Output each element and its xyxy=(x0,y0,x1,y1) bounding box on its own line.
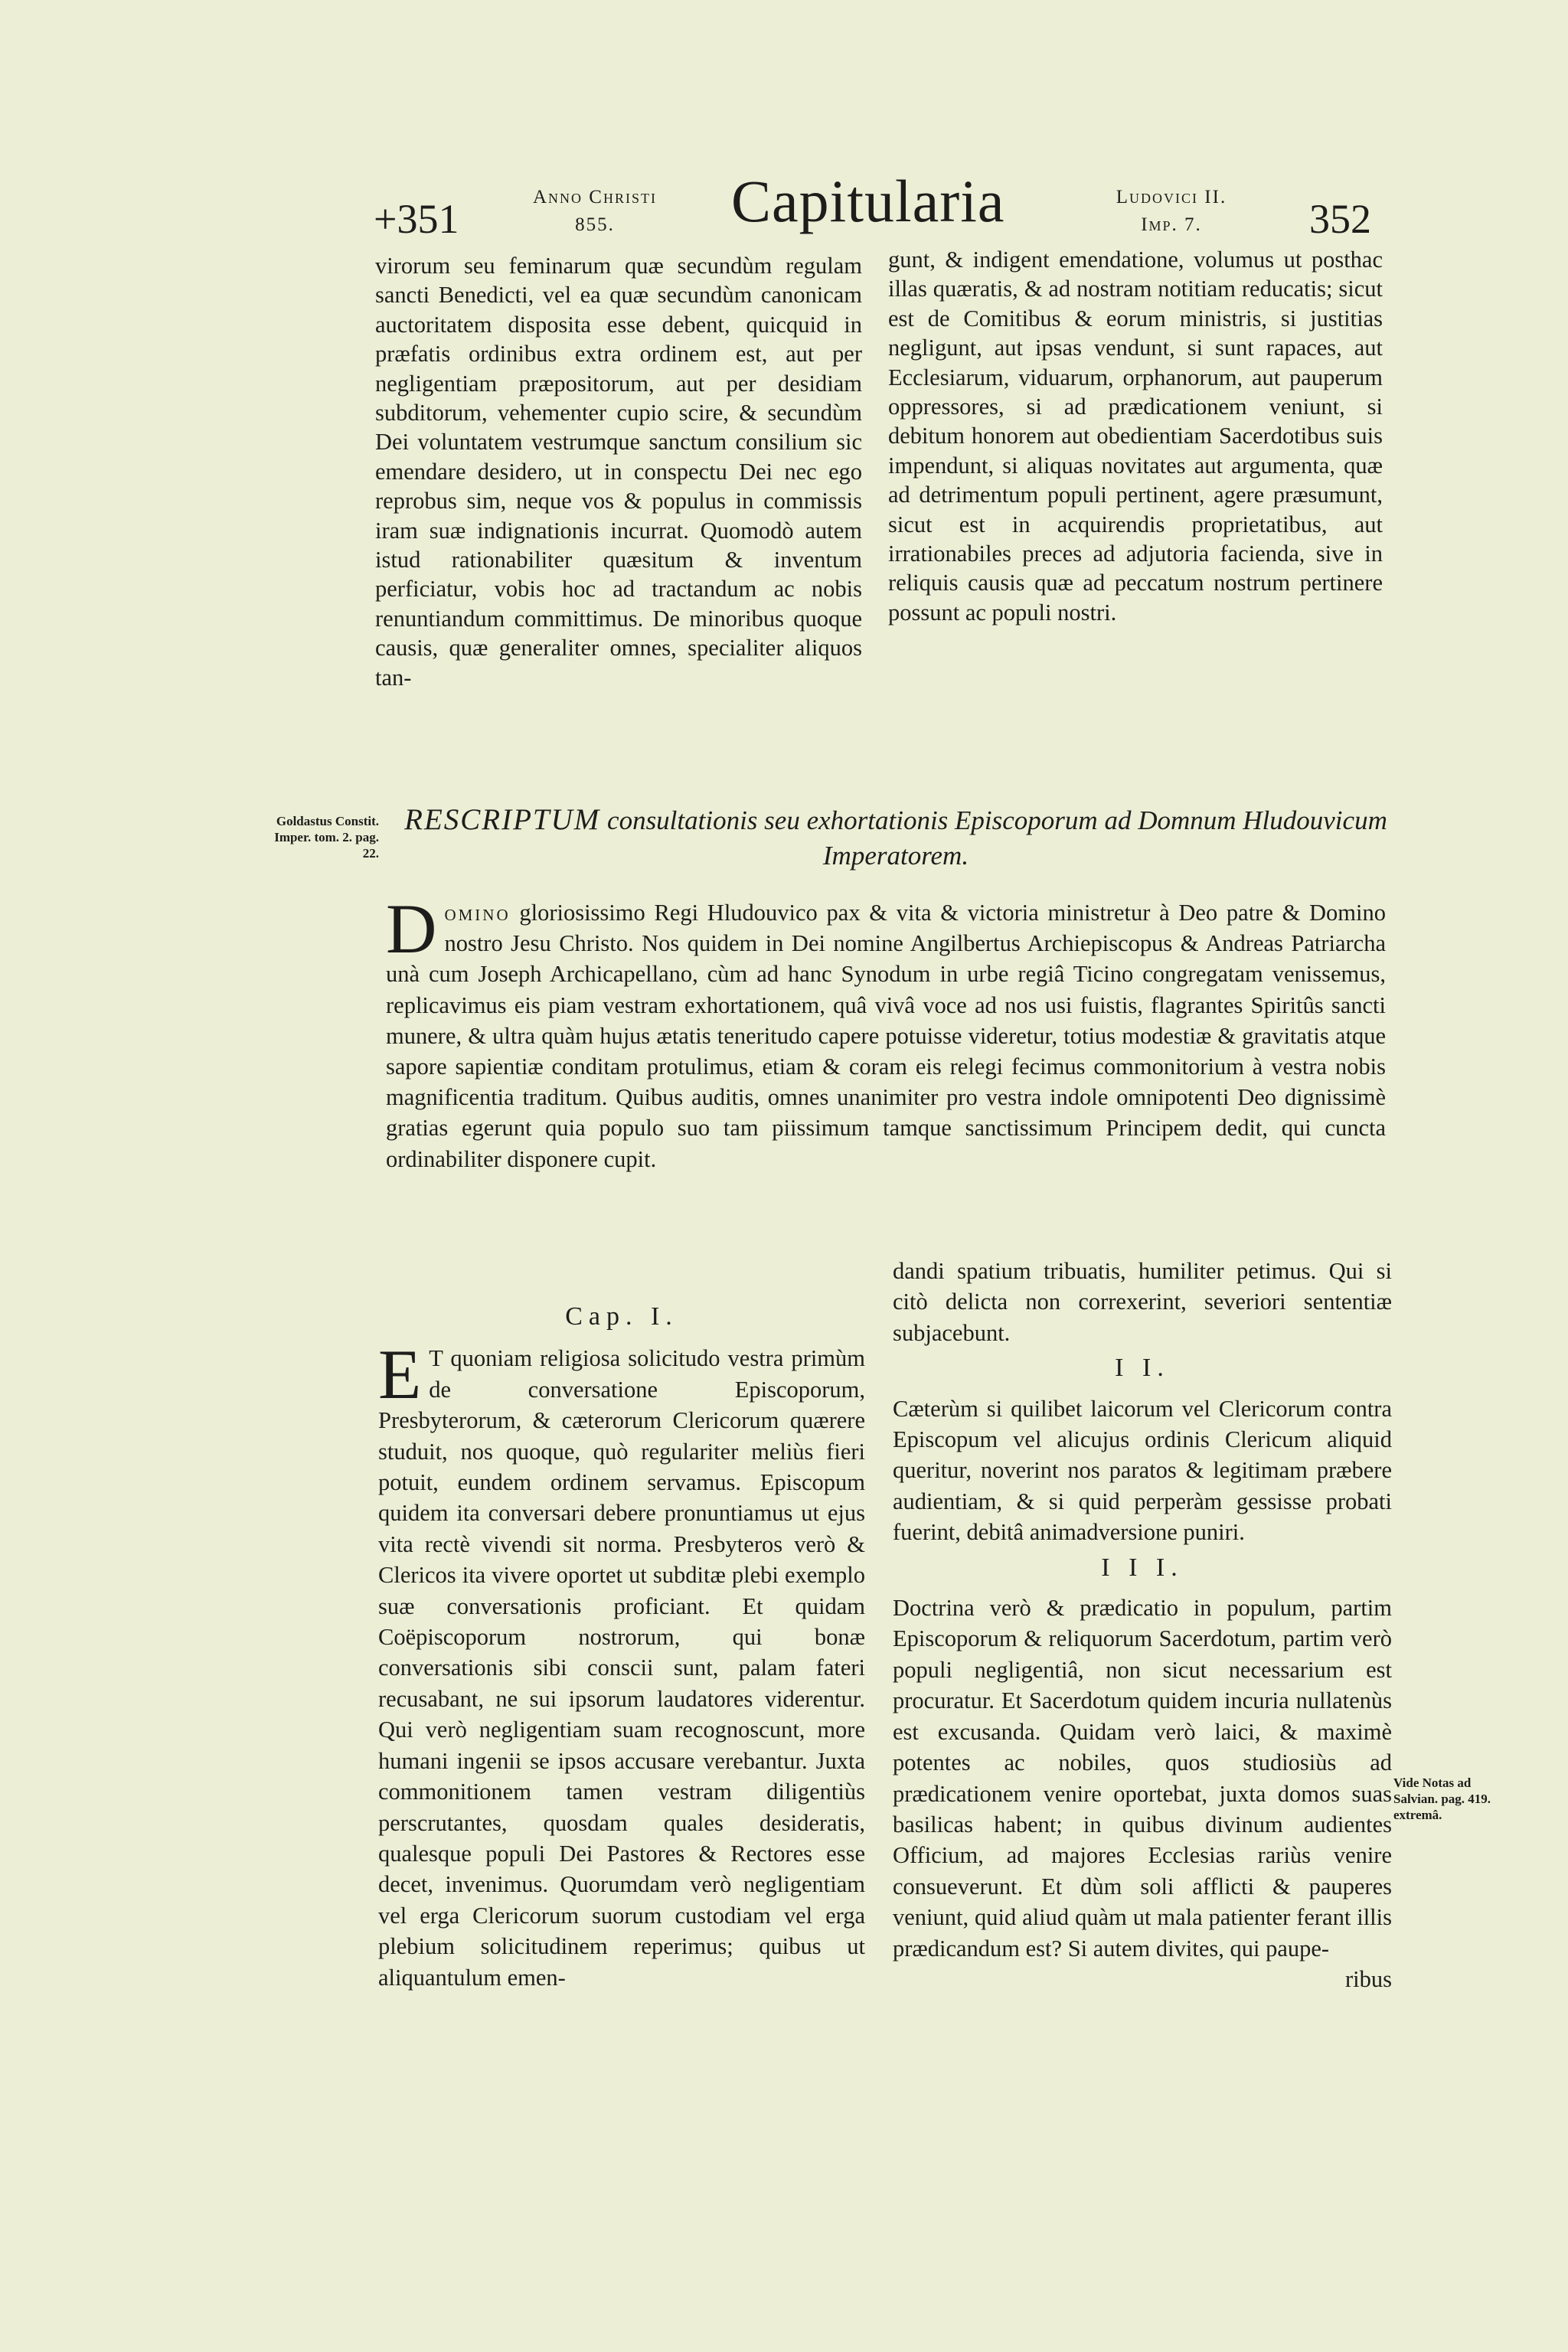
bottom-right-column xyxy=(893,1256,1392,1994)
page-number-right: 352 xyxy=(1309,196,1371,242)
intro-text: gloriosissimo Regi Hludouvico pax & vita & victoria ministretur à Deo patre & Domino nostro Jesu Christo. Nos quidem in Dei nomine Angilbertus Archiepiscopus & Andreas Patriarcha unà cum Joseph Archicapellano, cùm ad hanc Synodum in urbe regiâ Ticino congregatam venissemus, replicavimus eis piam vestram exhortationem, quâ vivâ voce ad nos usi fuistis, flagrantes Spiritûs sancti munere, & ultra quàm hujus ætatis teneritudo capere potuisse videretur, totius modestiæ & gravitatis atque sapore sapientiæ conditam protulimus, etiam & coram eis relegi fecimus commonitorium à vestra nobis magnificentia traditum. Quibus auditis, omnes unanimiter pro vestra indole omnipotenti Deo dignissimè gratias egerunt quia populo suo tam piissimum tamque sanctissimum Principem dedit, qui cuncta ordinabiliter disponere cupit. xyxy=(386,900,1387,1172)
running-head-ludovici: Ludovici II. Imp. 7. xyxy=(1116,187,1227,235)
page-number-left: +351 xyxy=(374,196,459,242)
chapter-heading: Cap. I. xyxy=(565,1302,678,1331)
paragraph: Cæterùm si quilibet laicorum vel Clericorum contra Episcopum vel alicujus ordinis Clericum aliquid queritur, noverint nos paratos & legitimam præbere audientiam, & si quid perperàm gessisse probati fuerint, debitâ animadversione puniri. xyxy=(893,1395,1392,1546)
paragraph: dandi spatium tribuatis, humiliter petimus. Qui si citò delicta non correxerint, severiori sententiæ subjacebunt. xyxy=(893,1258,1392,1346)
intro-paragraph xyxy=(386,890,1387,1174)
top-right-column xyxy=(888,245,1383,627)
drop-cap: D xyxy=(386,890,437,968)
chapter-text: T quoniam religiosa solicitudo vestra primùm de conversatione Episcoporum, Presbyterorum, & cæterorum Clericorum quærere studuit, nos quoque, quò regulariter meliùs fieri potuit, eundem ordinem servamus. Episcopum quidem ita conversari debere pronuntiamus ut ejus vita rectè vivendi sit norma. Presbyteros verò & Clericos ita vivere oportet ut subditæ plebi exemplo suæ conversationis proficiant. Et quidam Coëpiscoporum nostrorum, qui bonæ conversationis sibi conscii sunt, palam fateri recusabant, ne sui ipsorum laudatores viderentur. Qui verò negligentiam suam recognoscunt, more humani ingenii se ipsos accusare verebantur. Juxta commonitionem tamen vestram diligentiùs perscrutantes, quosdam quales desideratis, qualesque populi Dei Pastores & Rectores esse decet, invenimus. Quorumdam verò negligentiam vel erga Clericorum suorum custodiam vel erga plebium solicitudinem reperimus; quibus ut aliquantulum emen- xyxy=(378,1345,865,1991)
top-left-column xyxy=(375,251,862,692)
running-head-title: Capitularia xyxy=(731,168,1005,234)
first-word: omino xyxy=(444,900,511,926)
chapter-heading: I I. xyxy=(1115,1354,1170,1383)
bottom-left-column xyxy=(378,1302,865,1993)
drop-cap: E xyxy=(378,1335,422,1414)
section-title-rescriptum: RESCRIPTUM consultationis seu exhortationis Episcoporum ad Domnum Hludouvicum Imperatorem. xyxy=(404,803,1387,871)
running-head-anno: Anno Christi 855. xyxy=(533,187,657,235)
catchword: ribus xyxy=(1345,1965,1392,1992)
margin-note-vide: Vide Notas ad Salvian. pag. 419. extremâ. xyxy=(1393,1775,1491,1822)
chapter-heading: I I I. xyxy=(1101,1553,1184,1582)
paragraph: virorum seu feminarum quæ secundùm regulam sancti Benedicti, vel ea quæ secundùm canonicam auctoritatem disposita esse debent, quicquid in præfatis ordinibus extra ordinem est, aut per negligentiam præpositorum, aut per desidiam subditorum, vehementer cupio scire, & secundùm Dei voluntatem vestrumque sanctum consilium sic emendare desidero, ut in conspectu Dei nec ego reprobus sim, neque vos & populus in commissis iram suæ indignationis incurrat. Quomodò autem istud rationabiliter quæsitum & inventum perficiatur, vobis hoc ad tractandum ac nobis renuntiandum committimus. De minoribus quoque causis, quæ generaliter omnes, specialiter aliquos tan- xyxy=(375,253,862,691)
paragraph: gunt, & indigent emendatione, volumus ut posthac illas quæratis, & ad nostram notitiam reducatis; sicut est de Comitibus & eorum ministris, si justitias negligunt, aut ipsas vendunt, si sunt rapaces, aut Ecclesiarum, viduarum, orphanorum, aut pauperum oppressores, si ad prædicationem veniunt, si debitum honorem aut obedientiam Sacerdotibus suis impendunt, si aliquas novitates aut argumenta, quæ ad detrimentum populi pertinent, agere præsumunt, sicut est in acquirendis proprietatibus, aut irrationabiles preces ad adjutoria facienda, sive in reliquis causis quæ ad peccatum nostrum pertinere possunt ac populi nostri. xyxy=(888,247,1383,626)
margin-note-goldastus: Goldastus Constit. Imper. tom. 2. pag. 22. xyxy=(274,814,379,861)
paragraph: Doctrina verò & prædicatio in populum, partim Episcoporum & reliquorum Sacerdotum, partim verò populi negligentiâ, non sicut necessarium est procuratur. Et Sacerdotum quidem incuria nullatenùs est excusanda. Quidam verò laici, & maximè potentes ac nobiles, quos studiosiùs ad prædicationem venire oportebat, juxta domos suas basilicas habent; in quibus divinum audientes Officium, ad majores Ecclesias rariùs venire consueverunt. Et dùm soli afflicti & pauperes veniunt, quid aliud quàm ut mala patienter ferant illis prædicandum est? Si autem divites, qui paupe- xyxy=(893,1595,1392,1962)
